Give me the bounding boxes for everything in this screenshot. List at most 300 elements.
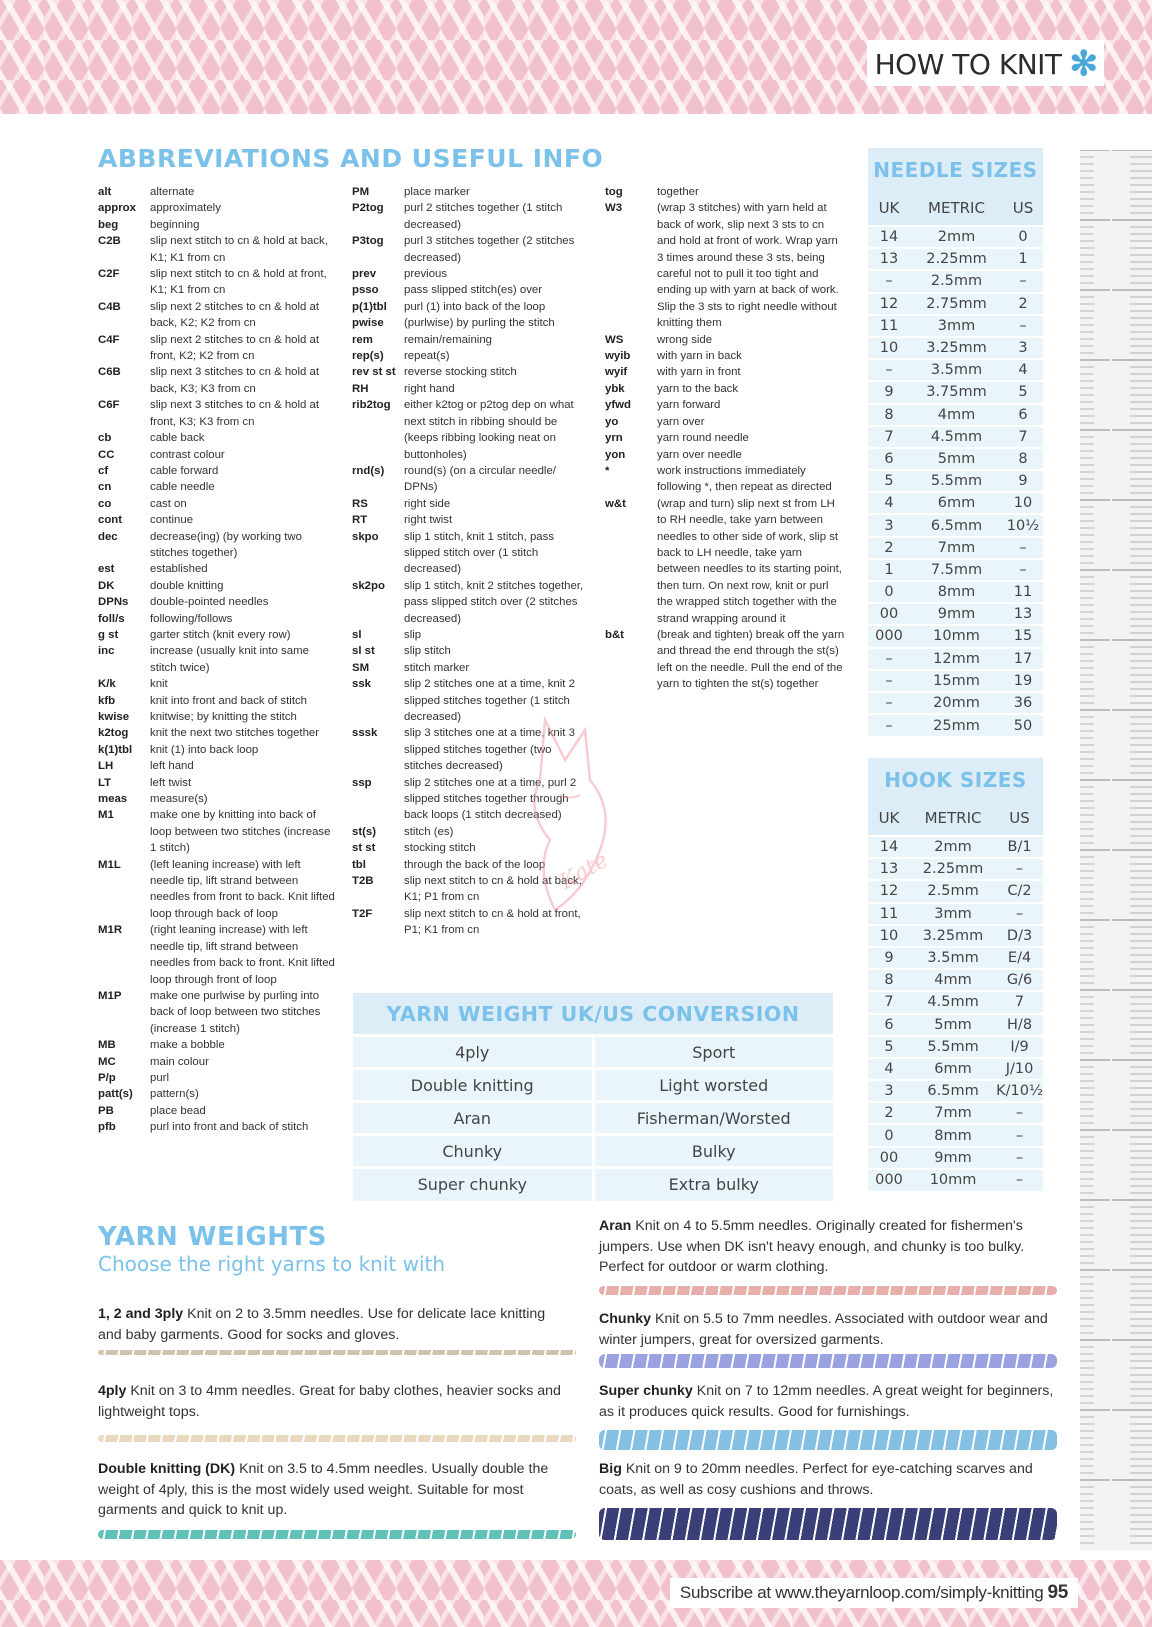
abbreviation-definition: reverse stocking stitch xyxy=(404,366,517,379)
abbreviation-term: LT xyxy=(98,776,112,789)
abbreviation-row xyxy=(98,479,338,495)
yarn-strand-sample xyxy=(599,1354,1057,1368)
abbreviation-definition: slip next stitch to cn & hold at front, K1; K1 from cn xyxy=(150,268,327,297)
table-cell: D/3 xyxy=(996,925,1043,947)
abbreviation-definition: yarn over needle xyxy=(657,448,742,461)
abbreviation-definition: place bead xyxy=(150,1104,206,1117)
abbreviation-definition: (wrap and turn) slip next st from LH to RH needle, take yarn between needles to other side of work, slip st back to LH needle, take yarn between needles to its starting point, then turn. On next row, knit or purl the wrapped stitch together with the strand wrapping around it xyxy=(657,497,842,625)
abbreviation-definition: (wrap 3 stitches) with yarn held at back of work, slip next 3 sts to cn and hold at front of work. Wrap yarn 3 times around these 3 sts, being careful not to pull it too tight and ending up with yarn at back of work. Slip the 3 sts to right needle without knitting them xyxy=(657,202,839,330)
needle-size-row xyxy=(868,648,1043,670)
yarn-weight-entry xyxy=(98,1381,568,1422)
abbreviation-definition: increase (usually knit into same stitch twice) xyxy=(150,645,309,674)
yarn-conversion-row xyxy=(353,1168,833,1201)
table-cell: 0 xyxy=(868,581,910,603)
abbreviation-term: C2B xyxy=(98,235,121,248)
abbreviation-term: sk2po xyxy=(352,579,385,592)
yarn-weight-entry xyxy=(98,1304,568,1345)
table-cell: 4 xyxy=(868,1058,910,1080)
abbreviation-term: ssp xyxy=(352,776,372,789)
abbreviation-term: C6F xyxy=(98,399,120,412)
abbreviation-row xyxy=(605,414,845,430)
abbreviation-term: MC xyxy=(98,1055,116,1068)
table-cell: Bulky xyxy=(593,1135,833,1168)
table-cell: 6mm xyxy=(910,492,1003,514)
yarn-conversion-title-box xyxy=(353,993,833,1034)
needle-size-row xyxy=(868,381,1043,403)
hook-size-row xyxy=(868,1058,1043,1080)
abbreviation-row xyxy=(352,332,592,348)
abbreviation-row xyxy=(98,266,338,299)
table-cell: 3.25mm xyxy=(910,925,996,947)
abbreviation-row xyxy=(98,643,338,676)
abbreviation-row xyxy=(605,381,845,397)
abbreviation-row xyxy=(98,200,338,216)
abbreviation-definition: pattern(s) xyxy=(150,1088,199,1101)
yarn-weight-entry xyxy=(98,1459,576,1521)
abbreviation-definition: yarn over xyxy=(657,415,705,428)
yarn-strand-sample xyxy=(98,1530,576,1539)
table-cell: Light worsted xyxy=(593,1069,833,1102)
abbreviation-row xyxy=(98,397,338,430)
needle-size-row xyxy=(868,404,1043,426)
needle-size-row xyxy=(868,714,1043,736)
table-cell: – xyxy=(868,670,910,692)
abbreviation-term: est xyxy=(98,563,115,576)
table-cell: Aran xyxy=(353,1102,593,1135)
abbreviation-row xyxy=(98,709,338,725)
hook-header-uk: UK xyxy=(868,800,910,836)
needle-size-row xyxy=(868,670,1043,692)
abbreviation-definition: knit into front and back of stitch xyxy=(150,694,308,707)
abbreviation-row xyxy=(98,184,338,200)
abbreviation-term: sl xyxy=(352,628,362,641)
abbreviation-definition: slip xyxy=(404,628,422,641)
abbreviation-term: M1R xyxy=(98,924,123,937)
table-cell: 4.5mm xyxy=(910,426,1003,448)
abbreviation-definition: cable needle xyxy=(150,481,215,494)
table-cell: 3mm xyxy=(910,903,996,925)
abbreviation-term: sl st xyxy=(352,645,375,658)
abbreviation-row xyxy=(352,643,592,659)
abbreviation-row xyxy=(98,1103,338,1119)
table-cell: J/10 xyxy=(996,1058,1043,1080)
abbreviation-row xyxy=(98,1037,338,1053)
abbreviation-row xyxy=(352,184,592,200)
abbreviation-row xyxy=(98,627,338,643)
abbreviation-term: P/p xyxy=(98,1071,116,1084)
table-cell: 2.75mm xyxy=(910,293,1003,315)
yarn-weight-text: Knit on 5.5 to 7mm needles. Associated with outdoor wear and winter jumpers, great for oversized garments. xyxy=(599,1311,1048,1348)
table-cell: 10½ xyxy=(1003,514,1043,536)
abbreviation-row xyxy=(352,463,592,496)
abbreviation-row xyxy=(98,364,338,397)
table-cell: – xyxy=(868,270,910,292)
table-cell: 4 xyxy=(1003,359,1043,381)
yarn-weight-text: Knit on 3 to 4mm needles. Great for baby clothes, heavier socks and lightweight tops. xyxy=(98,1383,561,1420)
abbreviation-row xyxy=(98,561,338,577)
table-cell: 13 xyxy=(868,248,910,270)
abbreviation-definition: continue xyxy=(150,514,194,527)
abbreviation-row xyxy=(605,332,845,348)
needle-size-row xyxy=(868,226,1043,248)
abbreviation-term: rib2tog xyxy=(352,399,391,412)
abbreviation-definition: slip stitch xyxy=(404,645,451,658)
abbreviation-term: LH xyxy=(98,760,114,773)
abbreviation-row xyxy=(98,463,338,479)
abbreviation-definition: decrease(ing) (by working two stitches together) xyxy=(150,530,302,559)
needle-size-row xyxy=(868,293,1043,315)
table-cell: 4.5mm xyxy=(910,991,996,1013)
table-cell: G/6 xyxy=(996,969,1043,991)
yarn-weight-text: Knit on 4 to 5.5mm needles. Originally created for fishermen's jumpers. Use when DK isn't heavy enough, and chunky is too bulky. Perfect for outdoor or warm clothing. xyxy=(599,1218,1025,1275)
abbreviation-term: WS xyxy=(605,333,624,346)
yarn-conversion-table xyxy=(353,1034,833,1201)
table-cell: 2.25mm xyxy=(910,248,1003,270)
abbreviation-definition: knitwise; by knitting the stitch xyxy=(150,711,297,723)
table-cell: 2 xyxy=(868,537,910,559)
abbreviation-row xyxy=(98,447,338,463)
abbreviation-term: T2B xyxy=(352,875,374,888)
table-cell: K/10½ xyxy=(996,1080,1043,1102)
table-cell: 3.5mm xyxy=(910,947,996,969)
needle-sizes-table xyxy=(868,190,1043,736)
yarn-strand-sample xyxy=(599,1430,1057,1450)
yarn-conversion-row xyxy=(353,1069,833,1102)
abbreviation-row xyxy=(98,988,338,1037)
abbreviation-row xyxy=(98,676,338,692)
abbreviation-row xyxy=(98,332,338,365)
abbreviation-term: DK xyxy=(98,579,115,592)
page-number: 95 xyxy=(1047,1582,1068,1603)
abbreviation-row xyxy=(352,496,592,512)
needle-size-row xyxy=(868,426,1043,448)
table-cell: 14 xyxy=(868,226,910,248)
abbreviation-term: K/k xyxy=(98,678,116,691)
table-cell: 17 xyxy=(1003,648,1043,670)
abbreviation-definition: yarn to the back xyxy=(657,382,739,395)
abbreviation-row xyxy=(98,217,338,233)
hook-size-row xyxy=(868,969,1043,991)
needle-size-row xyxy=(868,270,1043,292)
table-cell: 6.5mm xyxy=(910,514,1003,536)
hook-size-row xyxy=(868,1169,1043,1191)
subscribe-link[interactable]: Subscribe at www.theyarnloop.com/simply-knitting xyxy=(679,1583,1044,1602)
table-cell: Double knitting xyxy=(353,1069,593,1102)
abbreviation-row xyxy=(98,233,338,266)
yarn-weights-subtitle: Choose the right yarns to knit with xyxy=(98,1252,446,1276)
yarn-conversion-row xyxy=(353,1036,833,1069)
abbreviations-title: ABBREVIATIONS AND USEFUL INFO xyxy=(98,144,604,173)
abbreviation-term: wyib xyxy=(605,350,631,363)
table-cell: – xyxy=(1003,537,1043,559)
table-cell: 7 xyxy=(868,426,910,448)
needle-header-us: US xyxy=(1003,190,1043,226)
abbreviation-term: C2F xyxy=(98,268,120,281)
abbreviation-term: co xyxy=(98,497,112,510)
abbreviation-definition: contrast colour xyxy=(150,448,225,461)
hook-sizes-title-box xyxy=(868,758,1043,800)
yarn-weights-title: YARN WEIGHTS xyxy=(98,1222,327,1252)
watermark-text: Kate xyxy=(555,847,613,896)
abbreviation-term: st(s) xyxy=(352,825,377,838)
table-cell: 25mm xyxy=(910,714,1003,736)
table-cell: 12 xyxy=(868,880,910,902)
asterisk-icon: ✻ xyxy=(1069,45,1098,83)
abbreviation-term: meas xyxy=(98,793,128,806)
table-cell: 7.5mm xyxy=(910,559,1003,581)
abbreviation-term: w&t xyxy=(605,497,626,510)
abbreviation-term: RH xyxy=(352,382,369,395)
abbreviation-term: yfwd xyxy=(605,399,631,412)
abbreviation-term: P2tog xyxy=(352,202,384,215)
needle-header-metric: METRIC xyxy=(910,190,1003,226)
table-cell: 8 xyxy=(868,969,910,991)
table-cell: 3 xyxy=(868,514,910,536)
needle-sizes-title-box xyxy=(868,148,1043,190)
abbreviation-term: cb xyxy=(98,432,112,445)
abbreviation-term: * xyxy=(605,464,610,477)
abbreviation-definition: slip 3 stitches one at a time, knit 3 slipped stitches together (two stitches decreased) xyxy=(404,727,575,773)
table-cell: 14 xyxy=(868,836,910,858)
abbreviation-row xyxy=(605,463,845,496)
table-cell: 4ply xyxy=(353,1036,593,1069)
abbreviation-term: T2F xyxy=(352,907,373,920)
table-cell: 00 xyxy=(868,1147,910,1169)
table-cell: 6 xyxy=(868,448,910,470)
abbreviation-term: psso xyxy=(352,284,379,297)
needle-sizes-header-row xyxy=(868,190,1043,226)
abbreviation-row xyxy=(605,430,845,446)
abbreviation-row xyxy=(605,496,845,627)
table-cell: Sport xyxy=(593,1036,833,1069)
abbreviation-definition: make one purlwise by purling into back of loop between two stitches (increase 1 stitch) xyxy=(150,989,321,1035)
table-cell: 2 xyxy=(1003,293,1043,315)
table-cell: 11 xyxy=(1003,581,1043,603)
abbreviation-definition: yarn round needle xyxy=(657,432,749,445)
abbreviation-definition: through the back of the loop xyxy=(404,858,546,871)
table-cell: Fisherman/Worsted xyxy=(593,1102,833,1135)
abbreviation-definition: main colour xyxy=(150,1055,209,1068)
abbreviation-term: M1L xyxy=(98,858,121,871)
abbreviation-term: cn xyxy=(98,481,112,494)
abbreviation-row xyxy=(352,364,592,380)
abbreviation-row xyxy=(98,742,338,758)
abbreviation-row xyxy=(605,447,845,463)
abbreviation-term: b&t xyxy=(605,628,624,641)
yarn-weight-text: Knit on 2 to 3.5mm needles. Use for delicate lace knitting and baby garments. Good for socks and gloves. xyxy=(98,1306,546,1343)
table-cell: 2mm xyxy=(910,836,996,858)
abbreviation-definition: slip next stitch to cn & hold at front, P1; K1 from cn xyxy=(404,907,581,937)
abbreviation-definition: cable back xyxy=(150,432,205,445)
abbreviation-row xyxy=(352,233,592,266)
abbreviation-row xyxy=(98,1054,338,1070)
hook-sizes-header-row xyxy=(868,800,1043,836)
table-cell: 8 xyxy=(868,404,910,426)
abbreviation-row xyxy=(98,758,338,774)
abbreviation-term: CC xyxy=(98,448,115,461)
table-cell: B/1 xyxy=(996,836,1043,858)
abbreviation-row xyxy=(98,430,338,446)
table-cell: – xyxy=(996,1169,1043,1191)
table-cell: 10 xyxy=(868,337,910,359)
hook-size-row xyxy=(868,1036,1043,1058)
yarn-weight-text: Knit on 3.5 to 4.5mm needles. Usually double the weight of 4ply, this is the most widely used weight. Suitable for most garments and quick to knit up. xyxy=(98,1461,549,1518)
table-cell: 5 xyxy=(1003,381,1043,403)
needle-size-row xyxy=(868,315,1043,337)
table-cell: – xyxy=(996,1147,1043,1169)
abbreviation-row xyxy=(605,627,845,693)
yarn-weight-name: Aran xyxy=(599,1218,632,1234)
abbreviation-row xyxy=(98,725,338,741)
abbreviation-definition: double-pointed needles xyxy=(150,596,269,609)
table-cell: 50 xyxy=(1003,714,1043,736)
abbreviation-definition: slip next 2 stitches to cn & hold at front, K2; K2 from cn xyxy=(150,333,320,363)
abbreviation-row xyxy=(98,512,338,528)
ruler-ticks xyxy=(1080,150,1152,1550)
table-cell: – xyxy=(996,1124,1043,1146)
abbreviation-term: g st xyxy=(98,628,119,641)
abbreviation-definition: stitch marker xyxy=(404,661,470,674)
abbreviation-definition: beginning xyxy=(150,218,200,231)
abbreviation-term: PM xyxy=(352,186,370,198)
table-cell: 2.25mm xyxy=(910,858,996,880)
table-cell: 12mm xyxy=(910,648,1003,670)
table-cell: 13 xyxy=(1003,603,1043,625)
abbreviation-row xyxy=(98,1070,338,1086)
abbreviation-row xyxy=(98,496,338,512)
table-cell: 9 xyxy=(868,381,910,403)
needle-size-row xyxy=(868,603,1043,625)
abbreviation-definition: previous xyxy=(404,268,448,281)
hook-size-row xyxy=(868,1124,1043,1146)
abbreviation-definition: (right leaning increase) with left needle tip, lift strand between needles from back to front. Knit lifted loop through front of loop xyxy=(150,924,335,986)
yarn-conversion-panel xyxy=(353,993,833,1201)
abbreviation-term: sssk xyxy=(352,727,378,740)
abbreviation-row xyxy=(98,594,338,610)
table-cell: 000 xyxy=(868,625,910,647)
table-cell: – xyxy=(868,714,910,736)
table-cell: 1 xyxy=(868,559,910,581)
section-label xyxy=(867,40,1104,86)
table-cell: 8 xyxy=(1003,448,1043,470)
abbreviation-definition: alternate xyxy=(150,186,195,198)
abbreviation-row xyxy=(98,807,338,856)
table-cell: 2.5mm xyxy=(910,270,1003,292)
abbreviation-row xyxy=(605,200,845,331)
table-cell: Extra bulky xyxy=(593,1168,833,1201)
abbreviation-term: yo xyxy=(605,415,619,428)
yarn-strand-sample xyxy=(98,1350,576,1355)
table-cell: 5 xyxy=(868,1036,910,1058)
abbreviation-row xyxy=(352,397,592,463)
abbreviation-definition: slip 1 stitch, knit 1 stitch, pass slipped stitch over (1 stitch decreased) xyxy=(404,530,555,576)
abbreviation-definition: purl 3 stitches together (2 stitches decreased) xyxy=(404,235,575,264)
yarn-weight-entry xyxy=(599,1309,1069,1350)
needle-sizes-title: NEEDLE SIZES xyxy=(873,158,1038,182)
abbreviation-term: alt xyxy=(98,186,112,198)
needle-size-row xyxy=(868,625,1043,647)
yarn-weight-entry xyxy=(599,1381,1069,1422)
abbreviation-definition: slip next 3 stitches to cn & hold at front, K3; K3 from cn xyxy=(150,399,320,428)
needle-size-row xyxy=(868,337,1043,359)
table-cell: 7mm xyxy=(910,1102,996,1124)
abbreviation-definition: round(s) (on a circular needle/ DPNs) xyxy=(404,464,556,494)
table-cell: 5mm xyxy=(910,1014,996,1036)
abbreviation-term: P3tog xyxy=(352,235,384,248)
abbreviation-term: rnd(s) xyxy=(352,464,385,477)
abbreviation-definition: make a bobble xyxy=(150,1039,225,1052)
abbreviation-definition: left hand xyxy=(150,760,194,773)
yarn-strand-sample xyxy=(98,1435,576,1442)
abbreviation-term: tbl xyxy=(352,858,366,871)
abbreviation-row xyxy=(352,200,592,233)
abbreviation-row xyxy=(98,1086,338,1102)
abbreviation-definition: garter stitch (knit every row) xyxy=(150,628,291,641)
abbreviation-term: wyif xyxy=(605,366,628,379)
table-cell: 0 xyxy=(1003,226,1043,248)
table-cell: 3 xyxy=(1003,337,1043,359)
abbreviation-term: patt(s) xyxy=(98,1088,133,1101)
abbreviation-row xyxy=(352,348,592,364)
hook-size-row xyxy=(868,880,1043,902)
abbreviation-term: skpo xyxy=(352,530,379,543)
table-cell: 0 xyxy=(868,1124,910,1146)
abbreviation-row xyxy=(98,857,338,923)
abbreviation-row xyxy=(352,660,592,676)
abbreviation-term: dec xyxy=(98,530,118,543)
hook-size-row xyxy=(868,1147,1043,1169)
table-cell: H/8 xyxy=(996,1014,1043,1036)
table-cell: 2.5mm xyxy=(910,880,996,902)
table-cell: 7 xyxy=(1003,426,1043,448)
abbreviation-definition: right twist xyxy=(404,514,453,527)
abbreviation-definition: pass slipped stitch(es) over xyxy=(404,284,543,297)
table-cell: 5 xyxy=(868,470,910,492)
hook-size-row xyxy=(868,1014,1043,1036)
table-cell: 4 xyxy=(868,492,910,514)
abbreviation-definition: place marker xyxy=(404,186,470,198)
abbreviation-definition: purl xyxy=(150,1071,169,1084)
table-cell: – xyxy=(996,858,1043,880)
abbreviation-row xyxy=(98,578,338,594)
abbreviation-term: pfb xyxy=(98,1121,116,1134)
abbreviation-term: yrn xyxy=(605,432,623,445)
yarn-strand-sample xyxy=(599,1286,1057,1295)
abbreviation-row xyxy=(352,266,592,282)
yarn-weight-entry xyxy=(599,1216,1069,1278)
abbreviation-definition: slip next 3 stitches to cn & hold at back, K3; K3 from cn xyxy=(150,366,320,395)
yarn-weight-name: Big xyxy=(599,1461,622,1477)
table-cell: 11 xyxy=(868,903,910,925)
hook-sizes-title: HOOK SIZES xyxy=(884,768,1027,792)
abbreviation-term: cf xyxy=(98,464,109,477)
needle-size-row xyxy=(868,470,1043,492)
abbreviation-definition: purl (1) into back of the loop xyxy=(404,300,546,313)
needle-size-row xyxy=(868,359,1043,381)
table-cell: 5mm xyxy=(910,448,1003,470)
table-cell: 4mm xyxy=(910,404,1003,426)
needle-size-row xyxy=(868,248,1043,270)
abbreviation-term: C4F xyxy=(98,333,120,346)
abbreviation-definition: approximately xyxy=(150,202,221,215)
abbreviation-term: rev st st xyxy=(352,366,396,379)
abbreviation-definition: purl into front and back of stitch xyxy=(150,1121,309,1134)
table-cell: 6.5mm xyxy=(910,1080,996,1102)
table-cell: 15mm xyxy=(910,670,1003,692)
abbreviation-term: st st xyxy=(352,842,376,855)
abbreviation-row xyxy=(98,529,338,562)
hook-size-row xyxy=(868,925,1043,947)
